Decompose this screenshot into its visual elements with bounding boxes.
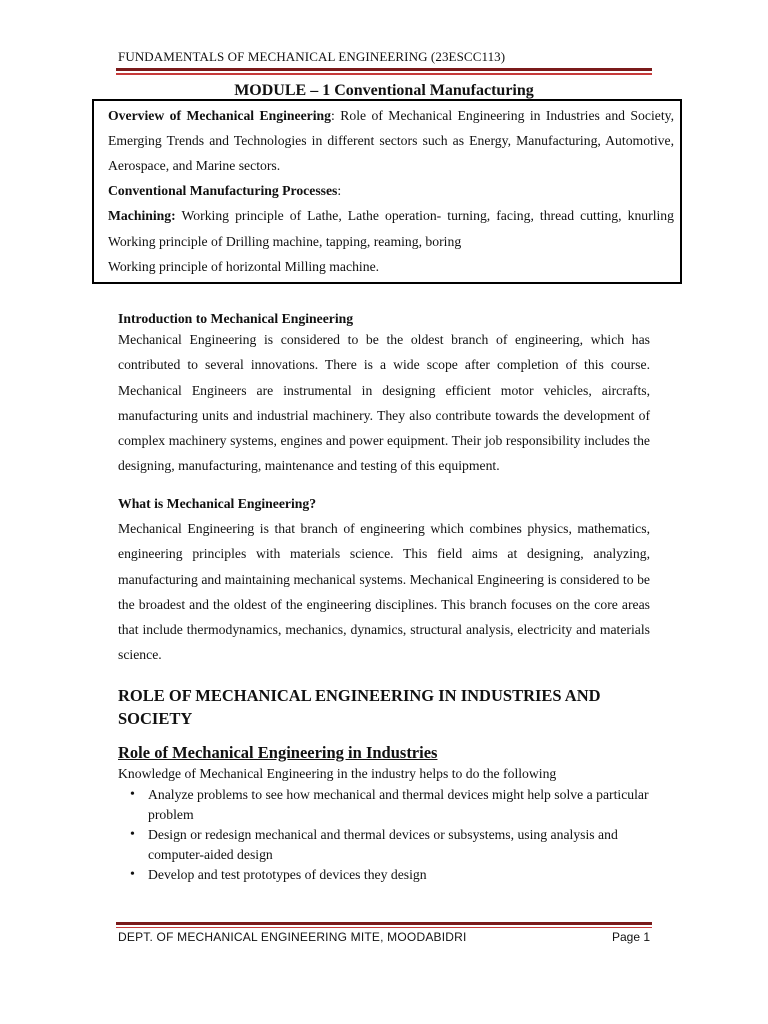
footer-rule-dark <box>116 922 652 925</box>
running-header-title: FUNDAMENTALS OF MECHANICAL ENGINEERING (23ESCC113) <box>118 49 506 64</box>
intro-paragraph: Mechanical Engineering is considered to be the oldest branch of engineering, which has contributed to several innovations. There is a wide scope after completion of this course. Mechanical Engineers are instrumental in designing efficient motor vehicles, aircrafts, manufacturing units and industrial machinery. They also contribute towards the development of complex machinery systems, engines and power equipment. Their job responsibility includes the designing, manufacturing, maintenance and testing of this equipment. <box>118 332 650 474</box>
role-bullet-list <box>118 785 650 885</box>
list-item: • Design or redesign mechanical and thermal devices or subsystems, using analysis and computer-aided design <box>118 825 650 865</box>
role-industries-subheading: Role of Mechanical Engineering in Industries <box>118 743 438 762</box>
what-is-paragraph: Mechanical Engineering is that branch of engineering which combines physics, mathematics, engineering principles with materials science. This field aims at designing, analyzing, manufacturing and maintaining mechanical systems. Mechanical Engineering is considered to be the broadest and the oldest of the engineering disciplines. This branch focuses on the core areas that include thermodynamics, mechanics, dynamics, structural analysis, electricity and materials science. <box>118 521 650 663</box>
machining-label: Machining: <box>108 208 176 223</box>
syllabus-box <box>92 99 682 284</box>
what-is-heading: What is Mechanical Engineering? <box>118 496 317 511</box>
syllabus-overview-line2: Emerging Trends and Technologies in different sectors such as Energy, Manufacturing, Automotive, <box>108 133 674 148</box>
footer-rule-red <box>116 927 652 928</box>
syllabus-drilling-line: Working principle of Drilling machine, tapping, reaming, boring <box>108 234 462 249</box>
role-section-heading: ROLE OF MECHANICAL ENGINEERING IN INDUSTRIES AND SOCIETY <box>118 686 601 728</box>
syllabus-overview-line3: Aerospace, and Marine sectors. <box>108 158 281 173</box>
header-rule-red <box>116 73 652 75</box>
intro-heading: Introduction to Mechanical Engineering <box>118 311 354 326</box>
role-lead-text: Knowledge of Mechanical Engineering in the industry helps to do the following <box>118 766 557 781</box>
syllabus-machining-line: Machining: Working principle of Lathe, Lathe operation- turning, facing, thread cutting, knurling <box>108 208 674 223</box>
header-rule-dark <box>116 68 652 71</box>
syllabus-overview-line1: Overview of Mechanical Engineering: Role of Mechanical Engineering in Industries and Society, <box>108 108 674 123</box>
list-item: • Develop and test prototypes of devices they design <box>118 865 650 885</box>
syllabus-processes-line: Conventional Manufacturing Processes: <box>108 183 342 198</box>
footer-department: DEPT. OF MECHANICAL ENGINEERING MITE, MOODABIDRI <box>118 930 467 944</box>
list-item: • Analyze problems to see how mechanical and thermal devices might help solve a particular problem <box>118 785 650 825</box>
page-number: Page 1 <box>612 930 651 944</box>
processes-label: Conventional Manufacturing Processes <box>108 183 338 198</box>
syllabus-milling-line: Working principle of horizontal Milling machine. <box>108 259 380 274</box>
overview-label: Overview of Mechanical Engineering <box>108 108 332 123</box>
module-title: MODULE – 1 Conventional Manufacturing <box>234 82 534 99</box>
